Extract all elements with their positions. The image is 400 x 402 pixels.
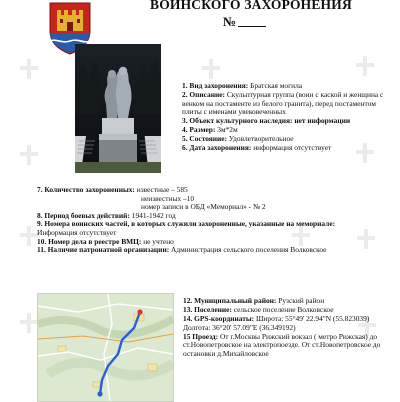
location-map [37,293,174,402]
cross-watermark-icon [354,55,376,77]
field-military-units: 9. Номера воинских частей, в которых служили захороненные, указанные на мемориале: [37,219,336,229]
field-condition: 5. Состояние: Удовлетворительное [182,134,294,143]
card-fields-bottom [183,297,395,359]
monument-photo [75,44,161,173]
field-settlement: 13. Поселение: сельское поселение Волковское [183,305,334,315]
card-fields-middle [37,186,387,255]
field-municipal-district: 12. Муниципальный район: Рузский район [183,296,325,305]
field-burial-type: 1. Вид захоронения: Братская могила [182,81,303,90]
field-military-units-value: Информация отсутствует [37,227,117,237]
cross-watermark-icon [18,144,40,166]
field-patron-organization: 11. Наличие патронатной организации: Администрация сельского поселения Волковское [37,245,327,255]
card-fields-top [182,82,392,153]
field-burial-date: 6. Дата захоронения: информация отсутствует [182,143,332,152]
cross-watermark-icon [18,58,40,80]
number-blank-line [238,26,266,27]
document-title: ВОИНСКОГО ЗАХОРОНЕНИЯ [150,0,352,12]
field-unknown-count: неизвестных –10 [141,193,195,203]
field-heritage-object: 3. Объект культурного наследия: нет информации [182,116,351,125]
cross-watermark-icon [200,58,222,80]
record-number [223,14,266,30]
field-directions: 15 Проезд: От г.Москвы Рижский вокзал ( метро Рижская) до ст.Новопетровское на электропоезде. От ст.Новопетровское до остановки д.Михайловское [183,331,381,359]
field-gps-coordinates: 14. GPS-координаты: Широта: 55°49' 22.94"N (55.823039) Долгота: 36°20' 57.09"E (36.349192) [183,314,370,332]
field-memorial-record: номер записи в ОБД «Мемориал» - № 2 [141,202,266,212]
field-size: 4. Размер: 3м*2м [182,125,238,134]
field-buried-count: 7. Количество захороненных: известные – 585 [37,185,188,194]
field-combat-period: 8. Период боевых действий: 1941-1942 год [37,210,176,220]
field-description: 2. Описание: Скульптурная группа (воин с каской и женщина с венком на постаменте из белого гранита), перед постаментом плиты с именами увековеченных [182,90,384,116]
number-sign: № [223,14,237,29]
field-registry-number: 10. Номер дела в реестре ВМЦ: не учтено [37,236,174,246]
